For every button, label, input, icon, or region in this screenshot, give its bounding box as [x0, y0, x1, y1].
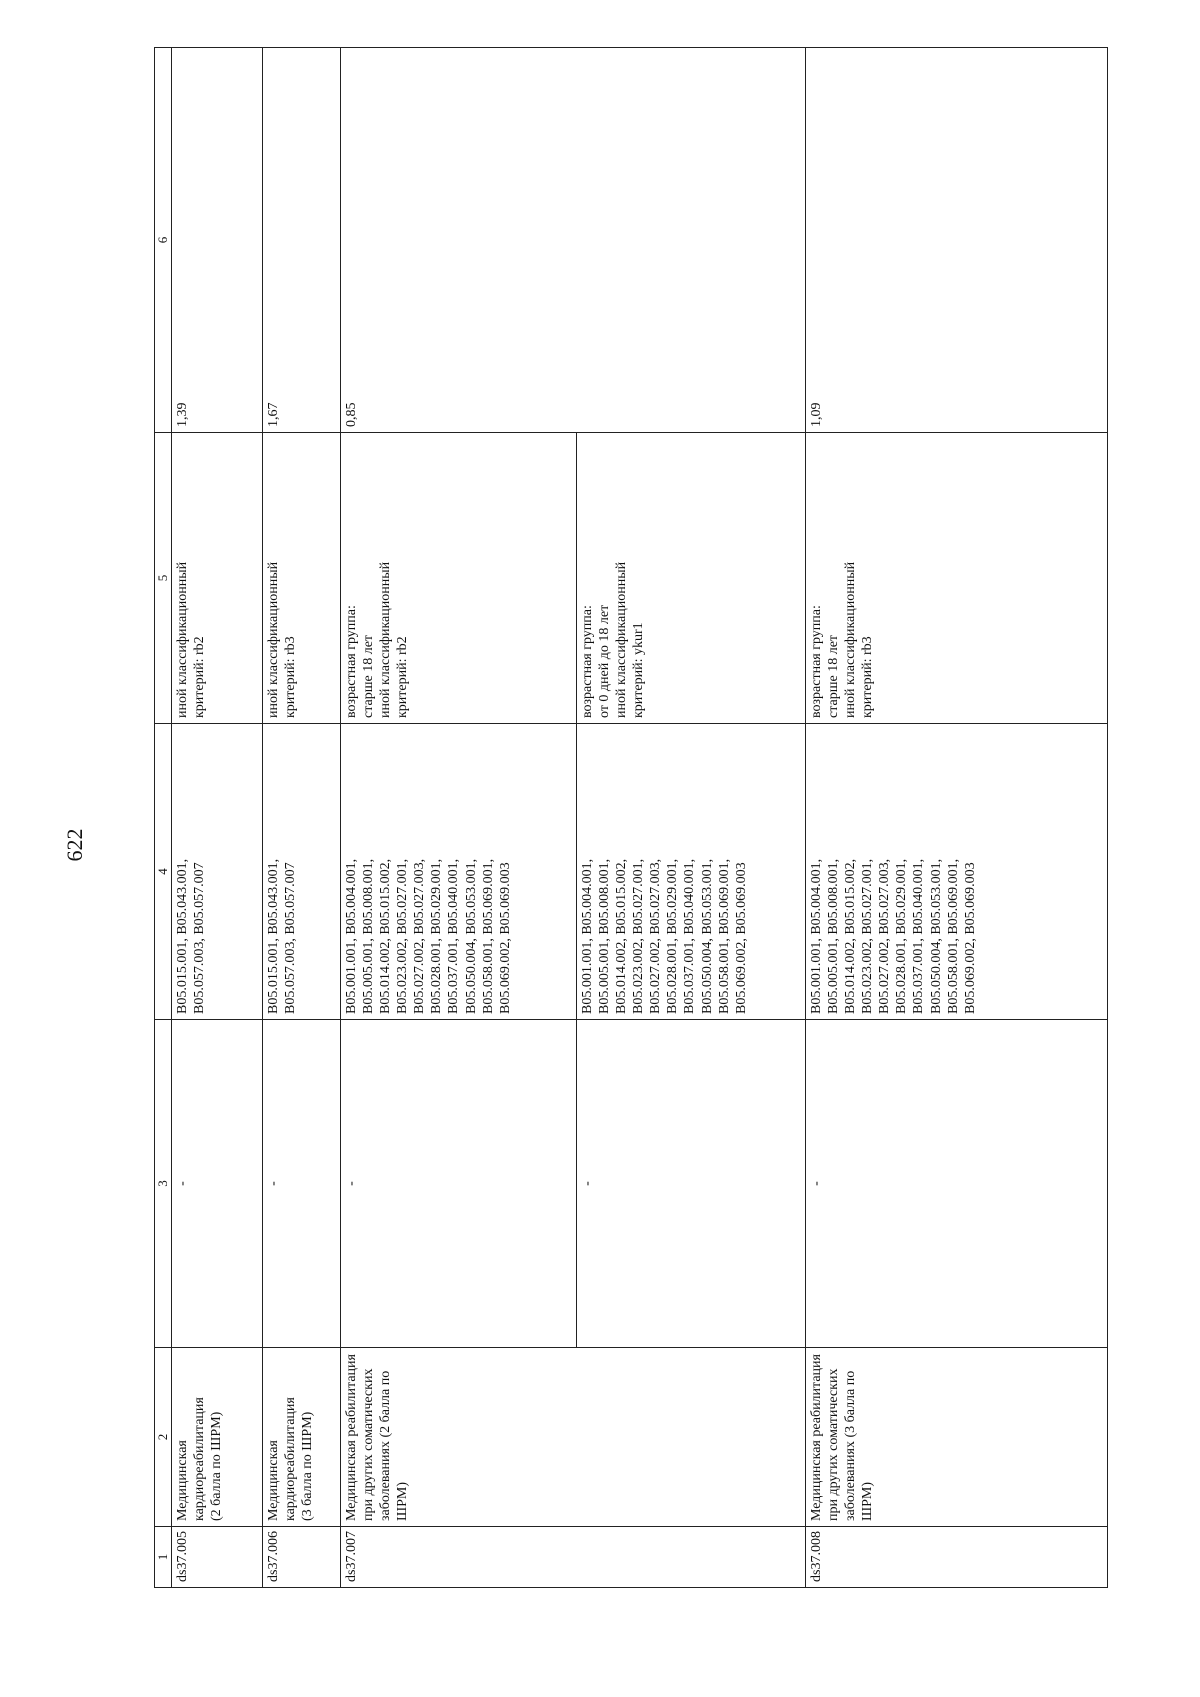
table-row: [341, 48, 577, 1588]
row-col3: -: [263, 1020, 341, 1348]
row-criteria: возрастная группа: старше 18 лет иной классификационный критерий: rb2: [341, 433, 577, 724]
tariff-table: [154, 47, 1108, 1588]
column-header-2: 2: [155, 1348, 172, 1527]
row-criteria: иной классификационный критерий: rb3: [263, 433, 341, 724]
table-row: [806, 48, 1108, 1588]
table-row: [263, 48, 341, 1588]
header-row: [155, 48, 172, 1588]
row-name: Медицинская реабилитация при других соматических заболеваниях (2 балла по ШРМ): [341, 1348, 806, 1527]
row-col3: -: [577, 1020, 806, 1348]
row-services: B05.001.001, B05.004.001, B05.005.001, B05.008.001, B05.014.002, B05.015.002, B05.023.002, B05.027.001, B05.027.002, B05.027.003, B05.028.001, B05.029.001, B05.037.001, B05.040.001, B05.050.004, B05.053.001, B05.058.001, B05.069.001, B05.069.002, B05.069.003: [577, 724, 806, 1020]
row-code: ds37.007: [341, 1527, 806, 1588]
column-header-3: 3: [155, 1020, 172, 1348]
row-criteria: возрастная группа: от 0 дней до 18 лет иной классификационный критерий: ykur1: [577, 433, 806, 724]
row-criteria: иной классификационный критерий: rb2: [172, 433, 263, 724]
column-header-5: 5: [155, 433, 172, 724]
row-services: B05.001.001, B05.004.001, B05.005.001, B05.008.001, B05.014.002, B05.015.002, B05.023.002, B05.027.001, B05.027.002, B05.027.003, B05.028.001, B05.029.001, B05.037.001, B05.040.001, B05.050.004, B05.053.001, B05.058.001, B05.069.001, B05.069.002, B05.069.003: [806, 724, 1108, 1020]
row-criteria: возрастная группа: старше 18 лет иной классификационный критерий: rb3: [806, 433, 1108, 724]
row-services: B05.015.001, B05.043.001, B05.057.003, B05.057.007: [263, 724, 341, 1020]
row-col3: -: [806, 1020, 1108, 1348]
row-code: ds37.005: [172, 1527, 263, 1588]
row-code: ds37.006: [263, 1527, 341, 1588]
row-services: B05.001.001, B05.004.001, B05.005.001, B05.008.001, B05.014.002, B05.015.002, B05.023.002, B05.027.001, B05.027.002, B05.027.003, B05.028.001, B05.029.001, B05.037.001, B05.040.001, B05.050.004, B05.053.001, B05.058.001, B05.069.001, B05.069.002, B05.069.003: [341, 724, 577, 1020]
row-services: B05.015.001, B05.043.001, B05.057.003, B05.057.007: [172, 724, 263, 1020]
row-name: Медицинская кардиореабилитация (2 балла по ШРМ): [172, 1348, 263, 1527]
page-number: 622: [62, 828, 87, 862]
row-col3: -: [172, 1020, 263, 1348]
row-coefficient: 1,39: [172, 48, 263, 433]
column-header-6: 6: [155, 48, 172, 433]
row-coefficient: 1,09: [806, 48, 1108, 433]
column-header-1: 1: [155, 1527, 172, 1588]
row-col3: -: [341, 1020, 577, 1348]
row-name: Медицинская кардиореабилитация (3 балла по ШРМ): [263, 1348, 341, 1527]
table-row: [172, 48, 263, 1588]
row-code: ds37.008: [806, 1527, 1108, 1588]
tariff-table-container: [154, 48, 1106, 1588]
row-coefficient: 0,85: [341, 48, 806, 433]
row-name: Медицинская реабилитация при других соматических заболеваниях (3 балла по ШРМ): [806, 1348, 1108, 1527]
row-coefficient: 1,67: [263, 48, 341, 433]
column-header-4: 4: [155, 724, 172, 1020]
